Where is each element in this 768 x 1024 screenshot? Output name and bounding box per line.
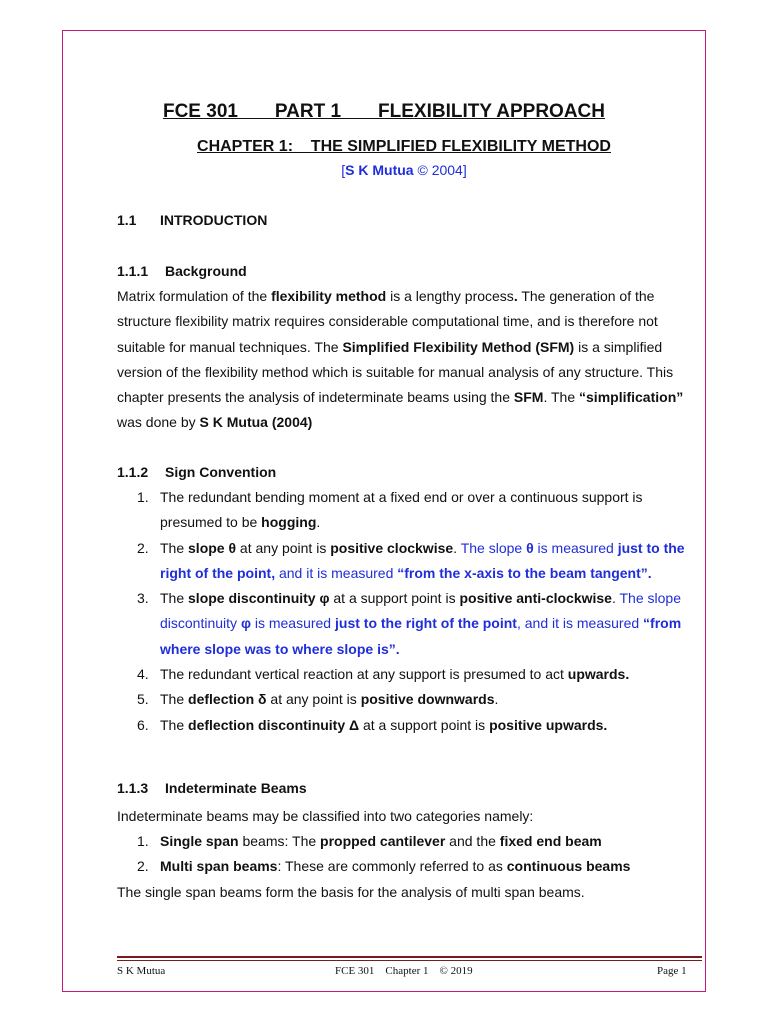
- text-run: positive downwards: [360, 691, 495, 708]
- footer-rule-thin: [117, 960, 702, 961]
- text-run: was done by: [117, 414, 200, 431]
- indeterminate-beams-closing: The single span beams form the basis for the analysis of multi span beams.: [117, 884, 585, 900]
- indeterminate-beams-intro: Indeterminate beams may be classified into two categories namely:: [117, 808, 534, 824]
- text-run: propped cantilever: [320, 833, 446, 849]
- text-run: flexibility method: [271, 288, 387, 304]
- list-item-number: 2.: [137, 539, 149, 556]
- text-run: is measured: [533, 539, 618, 556]
- background-paragraph: [117, 284, 702, 436]
- list-item: [117, 485, 707, 536]
- section-heading-sign-convention: 1.1.2 Sign Convention: [117, 464, 277, 480]
- beam-categories-list: [117, 829, 707, 880]
- text-run: at any point is: [236, 539, 331, 556]
- footer-author: S K Mutua: [117, 965, 166, 977]
- text-run: , and it is measured: [516, 615, 644, 632]
- text-run: .: [513, 288, 518, 304]
- section-heading-background: 1.1.1 Background: [117, 263, 247, 279]
- list-item: [117, 829, 707, 854]
- text-run: hogging: [261, 514, 317, 531]
- list-item: [117, 586, 707, 662]
- author-credit: [S K Mutua © 2004]: [341, 162, 467, 178]
- text-run: The: [160, 539, 189, 556]
- text-run: slope discontinuity φ: [188, 590, 330, 607]
- text-run: The redundant vertical reaction at any support is presumed to act: [160, 666, 568, 683]
- list-item-number: 3.: [137, 590, 149, 607]
- footer-course: FCE 301 Chapter 1 © 2019: [335, 965, 473, 977]
- list-item-number: 5.: [137, 691, 149, 708]
- author-name: S K Mutua: [345, 162, 414, 178]
- section-heading-introduction: 1.1 INTRODUCTION: [117, 212, 268, 228]
- text-run: Multi span beams: [160, 858, 278, 875]
- text-run: : These are commonly referred to as: [277, 858, 507, 875]
- footer-rule: [117, 956, 702, 958]
- list-item: [117, 854, 707, 879]
- text-run: just to the right of the point: [335, 615, 517, 632]
- text-run: φ: [240, 615, 251, 632]
- footer-page-number: Page 1: [657, 965, 687, 977]
- text-run: beams: The: [238, 833, 321, 849]
- text-run: . The: [543, 389, 580, 406]
- text-run: slope θ: [188, 539, 237, 556]
- text-run: positive clockwise: [330, 539, 454, 556]
- text-run: “from the x-axis to the beam tangent”.: [397, 564, 652, 581]
- text-run: is a simplified version of the flexibility method which is suitable for manual analysis of any structure. This chapter presents the analysis of indeterminate beams using the: [117, 338, 674, 406]
- list-item-number: 6.: [137, 716, 149, 733]
- list-item-number: 1.: [137, 489, 149, 505]
- text-run: .: [316, 514, 321, 531]
- text-run: deflection discontinuity Δ: [188, 716, 360, 733]
- text-run: The generation of the structure flexibility matrix requires considerable computational time, and is therefore not suitable for manual techniques. The: [117, 288, 658, 355]
- text-run: upwards.: [567, 666, 630, 683]
- text-run: deflection δ: [188, 691, 267, 708]
- text-run: The: [160, 590, 189, 607]
- text-run: positive upwards.: [489, 716, 608, 733]
- list-item: [117, 662, 707, 687]
- chapter-title: CHAPTER 1: THE SIMPLIFIED FLEXIBILITY METHOD: [197, 138, 611, 155]
- text-run: .: [453, 539, 461, 556]
- text-run: positive anti-clockwise: [459, 590, 612, 607]
- text-run: at any point is: [266, 691, 361, 708]
- text-run: at a support point is: [329, 590, 460, 607]
- section-heading-indeterminate-beams: 1.1.3 Indeterminate Beams: [117, 780, 307, 796]
- text-run: and it is measured: [275, 564, 398, 581]
- text-run: The redundant bending moment at a fixed end or over a continuous support is presumed to be: [160, 489, 643, 531]
- text-run: is measured: [250, 615, 335, 632]
- text-run: fixed end beam: [499, 833, 602, 849]
- text-run: and the: [445, 833, 500, 849]
- text-run: “simplification”: [579, 389, 684, 406]
- document-title: FCE 301 PART 1 FLEXIBILITY APPROACH: [162, 101, 605, 122]
- text-run: at a support point is: [359, 716, 490, 733]
- text-run: “from where slope was to where slope is”.: [160, 615, 682, 657]
- text-run: θ: [526, 539, 534, 556]
- list-item-number: 4.: [137, 666, 149, 683]
- text-run: S K Mutua (2004): [199, 414, 313, 431]
- list-item-number: 2.: [137, 858, 149, 875]
- text-run: The slope: [460, 539, 527, 556]
- list-item-number: 1.: [137, 833, 149, 849]
- text-run: The slope discontinuity: [160, 590, 681, 632]
- text-run: The: [160, 691, 189, 708]
- text-run: Single span: [160, 833, 239, 849]
- list-item: [117, 687, 707, 712]
- text-run: continuous beams: [506, 858, 631, 875]
- text-run: just to the right of the point,: [160, 539, 685, 581]
- text-run: .: [611, 590, 620, 607]
- text-run: is a lengthy process: [386, 288, 514, 304]
- text-run: The: [160, 716, 189, 733]
- list-item: [117, 713, 707, 738]
- text-run: .: [494, 691, 499, 708]
- text-run: SFM: [513, 389, 544, 406]
- text-run: Simplified Flexibility Method (SFM): [342, 338, 575, 355]
- sign-convention-list: [117, 485, 707, 738]
- list-item: [117, 536, 707, 587]
- text-run: Matrix formulation of the: [117, 288, 272, 304]
